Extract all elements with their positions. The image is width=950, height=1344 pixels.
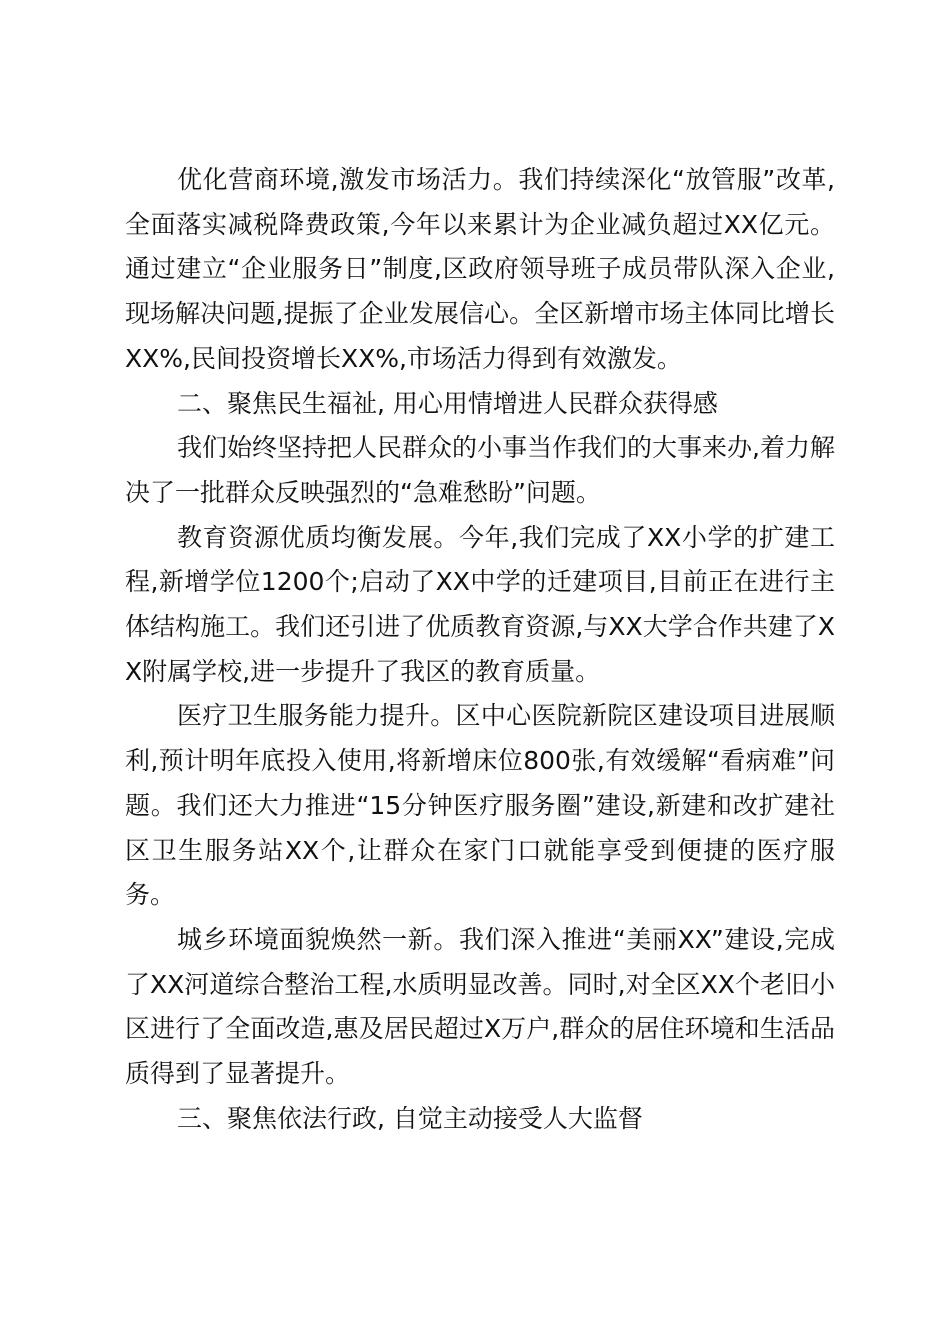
paragraph-education: 教育资源优质均衡发展。今年,我们完成了XX小学的扩建工程,新增学位1200个;启动了XX中学的迁建项目,目前正在进行主体结构施工。我们还引进了优质教育资源,与XX大学合作共建了XX附属学校,进一步提升了我区的教育质量。 [125,522,835,686]
section-heading-2: 二、聚焦民生福祉, 用心用情增进人民群众获得感 [177,388,718,418]
section-heading-3: 三、聚焦依法行政, 自觉主动接受人大监督 [177,1103,643,1133]
paragraph-healthcare: 医疗卫生服务能力提升。区中心医院新院区建设项目进展顺利,预计明年底投入使用,将新增床位800张,有效缓解“看病难”问题。我们还大力推进“15分钟医疗服务圈”建设,新建和改扩建社区卫生服务站XX个,让群众在家门口就能享受到便捷的医疗服务。 [125,701,835,910]
paragraph-people-concerns: 我们始终坚持把人民群众的小事当作我们的大事来办,着力解决了一批群众反映强烈的“急难愁盼”问题。 [125,433,835,507]
paragraph-environment: 城乡环境面貌焕然一新。我们深入推进“美丽XX”建设,完成了XX河道综合整治工程,水质明显改善。同时,对全区XX个老旧小区进行了全面改造,惠及居民超过X万户,群众的居住环境和生活品质得到了显著提升。 [125,924,835,1089]
paragraph-business-environment: 优化营商环境,激发市场活力。我们持续深化“放管服”改革,全面落实减税降费政策,今年以来累计为企业减负超过XX亿元。通过建立“企业服务日”制度,区政府领导班子成员带队深入企业,现场解决问题,提振了企业发展信心。全区新增市场主体同比增长XX%,民间投资增长XX%,市场活力得到有效激发。 [125,165,835,373]
document-body [125,158,835,1141]
